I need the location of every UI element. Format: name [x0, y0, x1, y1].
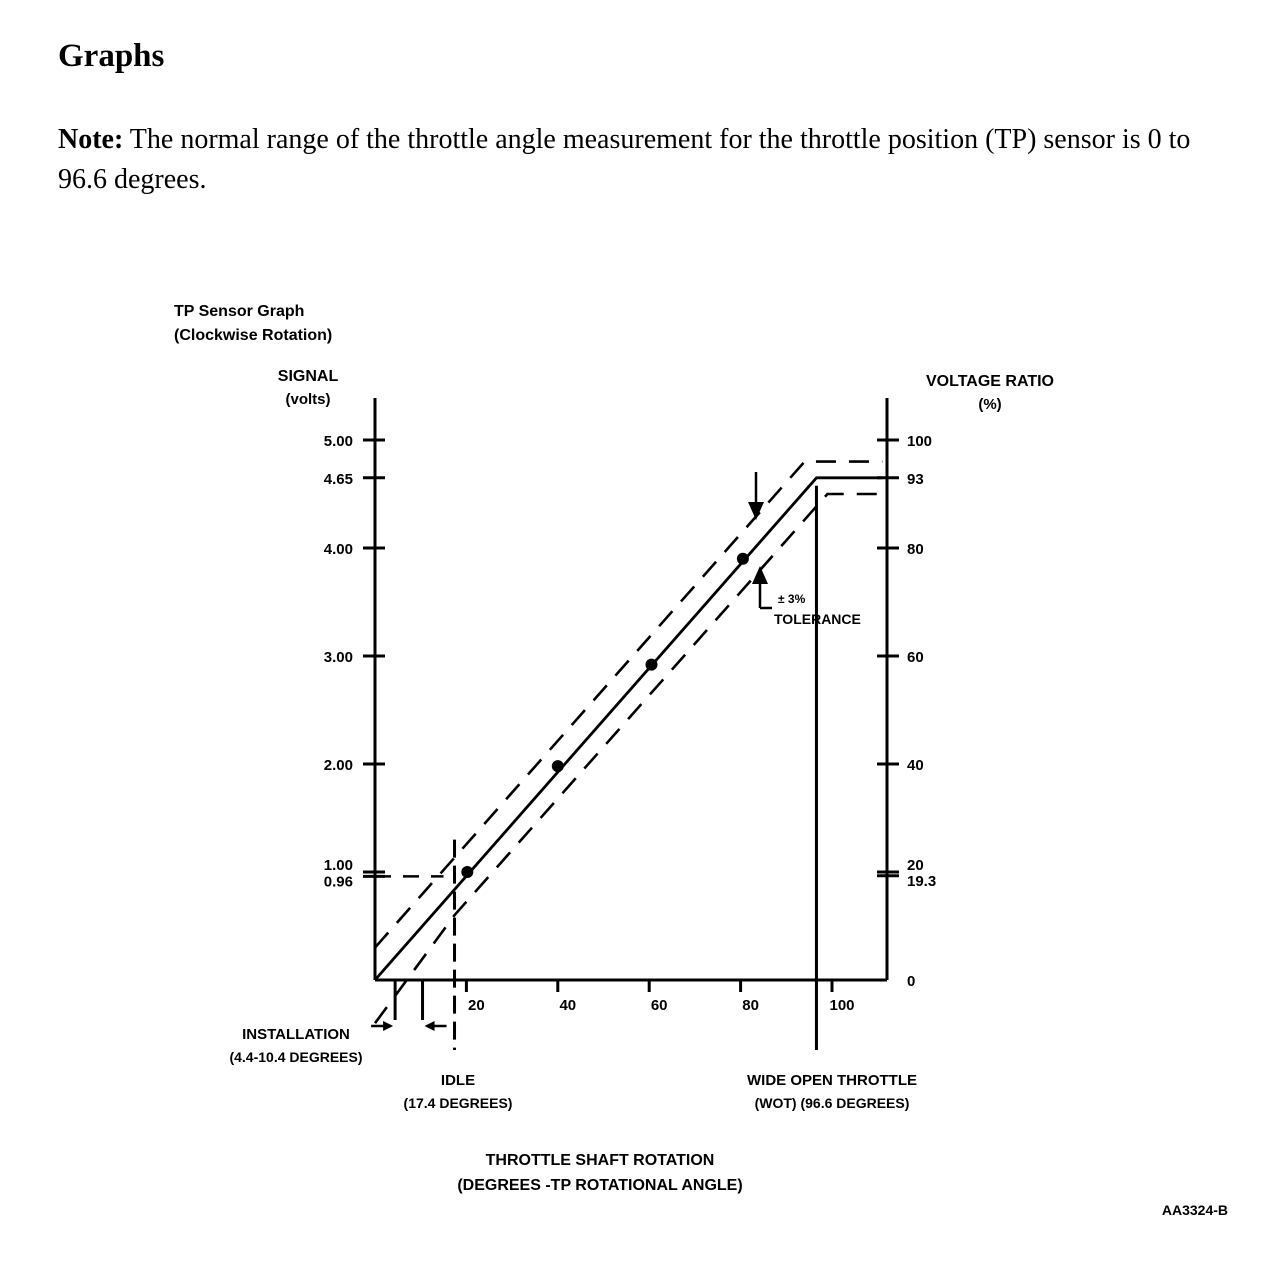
note-label: Note: [58, 124, 124, 155]
right-y-tick-label: 40 [907, 757, 924, 774]
data-point [461, 866, 473, 878]
installation-label: INSTALLATION [242, 1026, 350, 1043]
chart-subtitle: (Clockwise Rotation) [174, 327, 333, 344]
note-text: The normal range of the throttle angle measurement for the throttle position (TP) sensor is 0 to 96.6 degrees. [58, 124, 1191, 195]
left-axis-title: SIGNAL [277, 368, 339, 385]
wot-label: WIDE OPEN THROTTLE [747, 1072, 917, 1089]
wot-detail-label: (WOT) (96.6 DEGREES) [754, 1095, 910, 1111]
tolerance-band-line [375, 462, 882, 948]
x-axis-subtitle: (DEGREES -TP ROTATIONAL ANGLE) [457, 1177, 743, 1194]
x-tick-label: 100 [829, 997, 855, 1014]
right-y-tick-label: 93 [907, 470, 924, 488]
figure-id: AA3324-B [1161, 1202, 1228, 1218]
tolerance-band-line [375, 494, 882, 1023]
left-y-tick-label: 4.65 [323, 470, 353, 488]
x-tick-label: 80 [742, 997, 759, 1014]
installation-arrowhead-right [425, 1021, 435, 1031]
x-tick-label: 60 [650, 997, 668, 1014]
signal-line [375, 478, 882, 980]
right-y-tick-label: 19.3 [907, 872, 937, 890]
idle-label: IDLE [440, 1072, 476, 1089]
left-axis-unit: (volts) [285, 391, 331, 408]
right-y-tick-label: 0 [907, 973, 916, 990]
right-axis-unit: (%) [978, 396, 1002, 413]
tolerance-percent-label: ± 3% [778, 592, 806, 606]
tolerance-arrowhead-down [748, 502, 764, 520]
left-y-tick-label: 3.00 [323, 649, 353, 666]
left-y-tick-label: 1.00 [323, 857, 353, 874]
right-y-tick-label: 100 [907, 433, 933, 450]
installation-arrowhead-left [383, 1021, 393, 1031]
data-point [552, 760, 564, 772]
left-y-tick-label: 5.00 [323, 433, 353, 450]
x-axis-title: THROTTLE SHAFT ROTATION [485, 1152, 715, 1169]
page-heading: Graphs [58, 38, 165, 74]
data-point [737, 553, 749, 565]
x-tick-label: 40 [559, 997, 577, 1014]
left-y-tick-label: 0.96 [323, 873, 353, 891]
tolerance-label: TOLERANCE [774, 611, 861, 627]
right-axis-title: VOLTAGE RATIO [926, 373, 1054, 390]
left-y-tick-label: 4.00 [323, 541, 353, 558]
right-y-tick-label: 60 [907, 649, 924, 666]
right-y-tick-label: 80 [907, 541, 924, 558]
data-point [645, 659, 657, 671]
right-y-tick-label: 20 [907, 857, 924, 874]
installation-range-label: (4.4-10.4 DEGREES) [229, 1049, 363, 1065]
left-y-tick-label: 2.00 [323, 757, 353, 774]
x-tick-label: 20 [468, 997, 485, 1014]
idle-detail-label: (17.4 DEGREES) [403, 1095, 513, 1111]
chart-title: TP Sensor Graph [174, 303, 305, 320]
tolerance-arrowhead-up [752, 566, 768, 584]
